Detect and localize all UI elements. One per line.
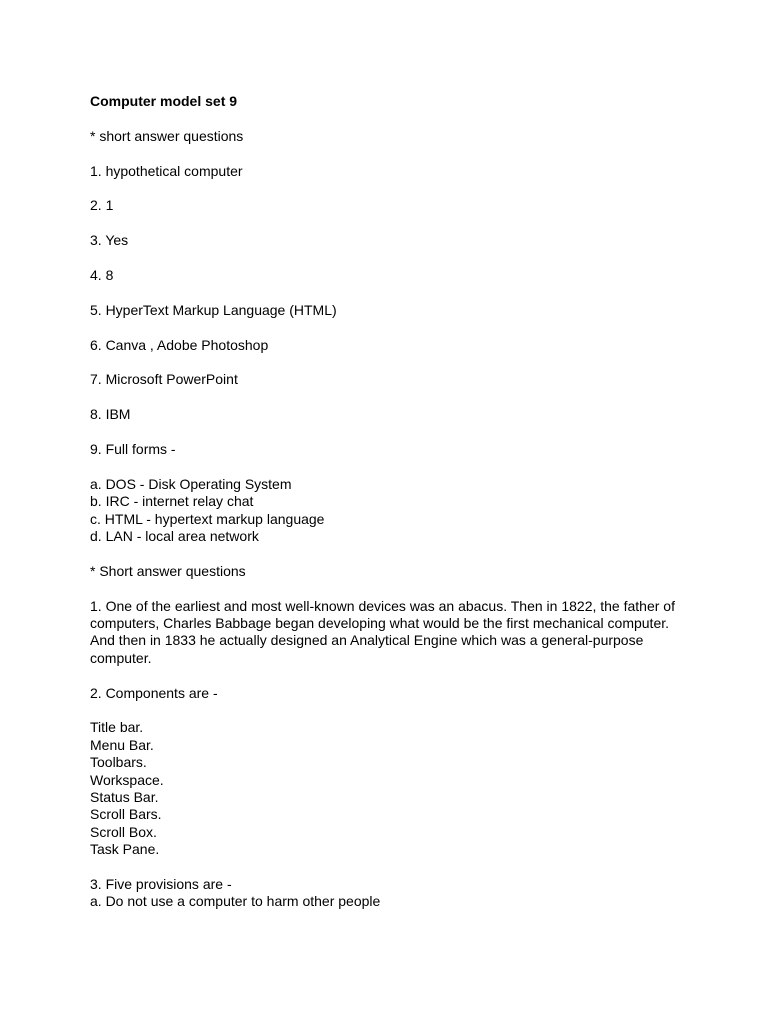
full-forms-list [90, 476, 690, 546]
component-item: Scroll Box. [90, 823, 157, 840]
component-item: Title bar. [90, 719, 144, 736]
answer-line: And then in 1833 he actually designed an Analytical Engine which was a general-purpose [90, 632, 644, 649]
answer-item: 7. Microsoft PowerPoint [90, 371, 238, 388]
answer-item: 5. HyperText Markup Language (HTML) [90, 301, 337, 318]
section-heading: * short answer questions [90, 127, 244, 144]
section-heading: * Short answer questions [90, 562, 246, 579]
provision-item: a. Do not use a computer to harm other people [90, 893, 381, 910]
answer-heading: 3. Five provisions are - [90, 876, 232, 893]
provisions-list [90, 876, 690, 911]
component-item: Toolbars. [90, 754, 147, 771]
answer-item: 1. hypothetical computer [90, 162, 243, 179]
components-list [90, 719, 690, 858]
answer-item: 4. 8 [90, 266, 114, 283]
full-form-item: a. DOS - Disk Operating System [90, 475, 292, 492]
answer-heading: 2. Components are - [90, 684, 218, 701]
component-item: Status Bar. [90, 789, 159, 806]
component-item: Workspace. [90, 771, 164, 788]
answer-item: 6. Canva , Adobe Photoshop [90, 336, 269, 353]
component-item: Task Pane. [90, 841, 160, 858]
answer-item: 8. IBM [90, 406, 131, 423]
long-answer-1 [90, 598, 690, 668]
document-content [90, 93, 690, 928]
component-item: Menu Bar. [90, 736, 154, 753]
answer-line: computers, Charles Babbage began developing what would be the first mechanical computer. [90, 614, 670, 631]
full-form-item: c. HTML - hypertext markup language [90, 510, 325, 527]
document-title: Computer model set 9 [90, 93, 238, 109]
answer-line: 1. One of the earliest and most well-known devices was an abacus. Then in 1822, the father of [90, 597, 675, 614]
full-form-item: b. IRC - internet relay chat [90, 493, 254, 510]
full-form-item: d. LAN - local area network [90, 527, 259, 544]
answer-item: 9. Full forms - [90, 440, 176, 457]
answer-item: 3. Yes [90, 232, 129, 249]
component-item: Scroll Bars. [90, 806, 162, 823]
answer-item: 2. 1 [90, 197, 114, 214]
answer-line: computer. [90, 649, 152, 666]
